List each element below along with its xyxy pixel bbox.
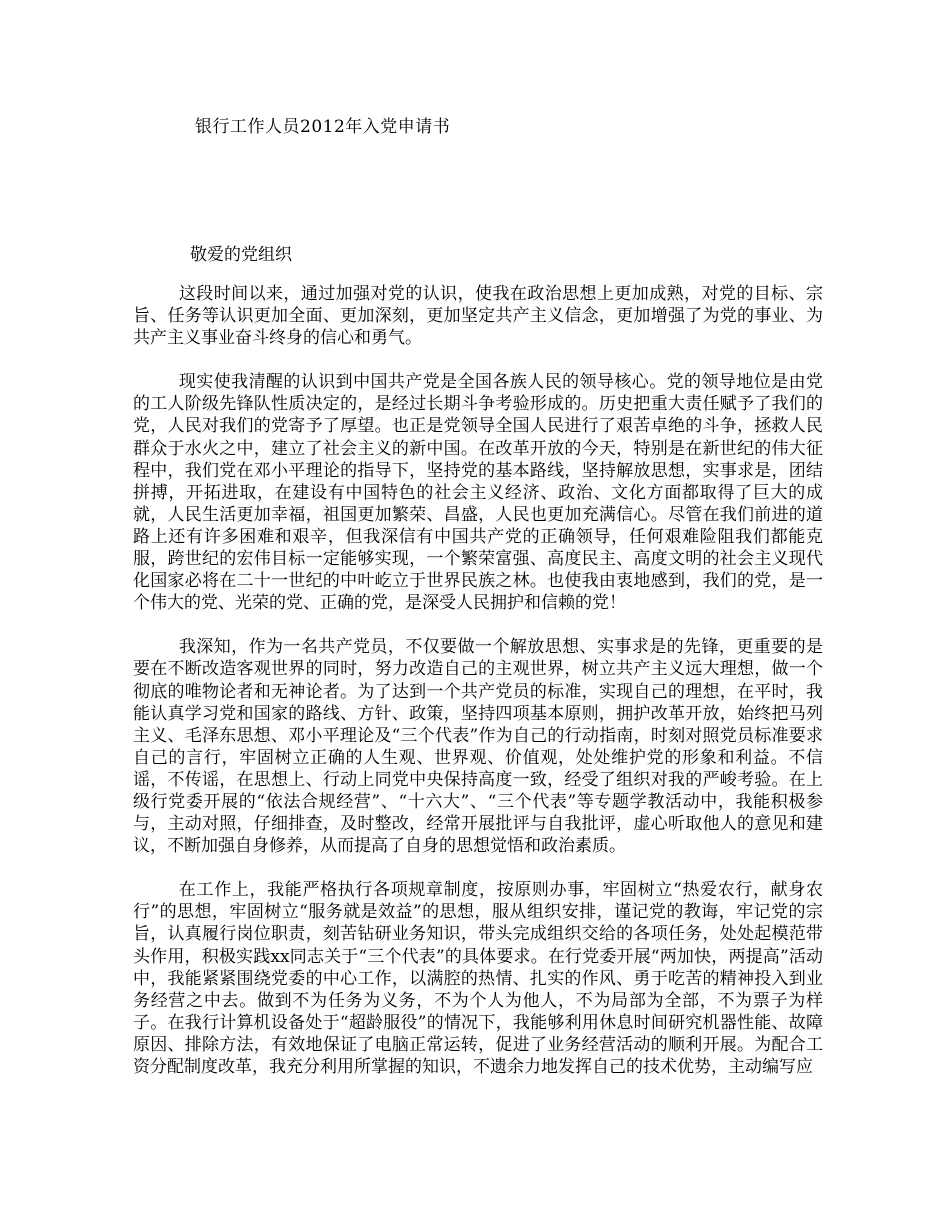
document-title: 银行工作人员2012年入党申请书 [195,117,451,137]
salutation: 敬爱的党组织 [190,245,292,265]
document-body [133,283,823,1078]
paragraph: 现实使我清醒的认识到中国共产党是全国各族人民的领导核心。党的领导地位是由党的工人阶级先锋队性质决定的，是经过长期斗争考验形成的。历史把重大责任赋予了我们的党，人民对我们的党寄予了厚望。也正是党领导全国人民进行了艰苦卓绝的斗争，拯救人民群众于水火之中，建立了社会主义的新中国。在改革开放的今天，特别是在新世纪的伟大征程中，我们党在邓小平理论的指导下，坚持党的基本路线，坚持解放思想，实事求是，团结拼搏，开拓进取，在建设有中国特色的社会主义经济、政治、文化方面都取得了巨大的成就，人民生活更加幸福，祖国更加繁荣、昌盛，人民也更加充满信心。尽管在我们前进的道路上还有许多困难和艰辛，但我深信有中国共产党的正确领导，任何艰难险阻我们都能克服，跨世纪的宏伟目标一定能够实现，一个繁荣富强、高度民主、高度文明的社会主义现代化国家必将在二十一世纪的中叶屹立于世界民族之林。也使我由衷地感到，我们的党，是一个伟大的党、光荣的党、正确的党，是深受人民拥护和信赖的党！ [133,372,823,614]
paragraph: 我深知，作为一名共产党员，不仅要做一个解放思想、实事求是的先锋，更重要的是要在不断改造客观世界的同时，努力改造自己的主观世界，树立共产主义远大理想，做一个彻底的唯物论者和无神论者。为了达到一个共产党员的标准，实现自己的理想，在平时，我能认真学习党和国家的路线、方针、政策，坚持四项基本原则，拥护改革开放，始终把马列主义、毛泽东思想、邓小平理论及“三个代表”作为自己的行动指南，时刻对照党员标准要求自己的言行，牢固树立正确的人生观、世界观、价值观，处处维护党的形象和利益。不信谣，不传谣，在思想上、行动上同党中央保持高度一致，经受了组织对我的严峻考验。在上级行党委开展的“依法合规经营”、“十六大”、“三个代表”等专题学教活动中，我能积极参与，主动对照，仔细排查，及时整改，经常开展批评与自我批评，虚心听取他人的意见和建议，不断加强自身修养，从而提高了自身的思想觉悟和政治素质。 [133,637,823,857]
paragraph: 在工作上，我能严格执行各项规章制度，按原则办事，牢固树立“热爱农行，献身农行”的思想，牢固树立“服务就是效益”的思想，服从组织安排，谨记党的教诲，牢记党的宗旨，认真履行岗位职责，刻苦钻研业务知识，带头完成组织交给的各项任务，处处起模范带头作用，积极实践xx同志关于“三个代表”的具体要求。在行党委开展“两加快，两提高”活动中，我能紧紧围绕党委的中心工作，以满腔的热情、扎实的作风、勇于吃苦的精神投入到业务经营之中去。做到不为任务为义务，不为个人为他人，不为局部为全部，不为票子为样子。在我行计算机设备处于“超龄服役”的情况下，我能够利用休息时间研究机器性能、故障原因、排除方法，有效地保证了电脑正常运转，促进了业务经营活动的顺利开展。为配合工资分配制度改革，我充分利用所掌握的知识，不遗余力地发挥自己的技术优势，主动编写应 [133,880,823,1077]
paragraph: 这段时间以来，通过加强对党的认识，使我在政治思想上更加成熟，对党的目标、宗旨、任务等认识更加全面、更加深刻，更加坚定共产主义信念，更加增强了为党的事业、为共产主义事业奋斗终身的信心和勇气。 [133,284,823,349]
